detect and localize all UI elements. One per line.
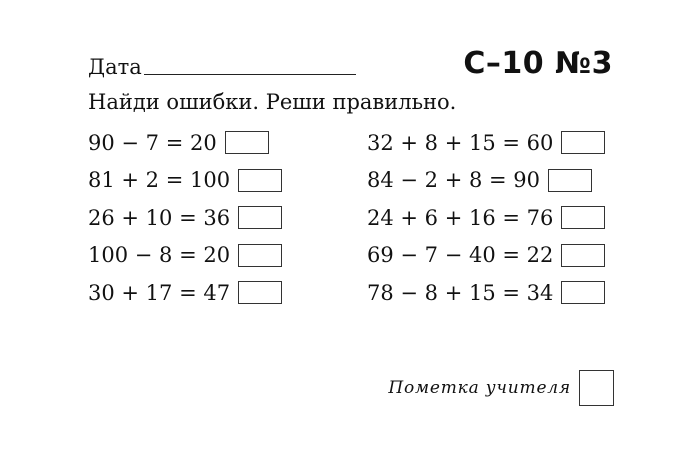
answer-box[interactable] <box>238 206 282 229</box>
teacher-note-label: Пометка учителя <box>388 378 571 398</box>
task-instruction: Найди ошибки. Реши правильно. <box>88 90 457 114</box>
equation-row <box>367 274 605 312</box>
equation-text: 90 − 7 = 20 <box>88 130 217 155</box>
date-field <box>88 55 356 79</box>
answer-box[interactable] <box>561 244 605 267</box>
equation-text: 26 + 10 = 36 <box>88 205 231 230</box>
answer-box[interactable] <box>561 131 605 154</box>
equation-text: 78 − 8 + 15 = 34 <box>367 280 554 305</box>
equation-row <box>88 274 282 312</box>
answer-box[interactable] <box>561 206 605 229</box>
date-fill-line[interactable] <box>144 56 356 75</box>
equation-row <box>367 124 605 162</box>
equation-text: 84 − 2 + 8 = 90 <box>367 168 541 193</box>
answer-box[interactable] <box>238 244 282 267</box>
left-equation-column <box>88 124 282 312</box>
equation-row <box>88 199 282 237</box>
equation-row <box>88 237 282 275</box>
equation-text: 30 + 17 = 47 <box>88 280 231 305</box>
teacher-note <box>388 370 614 406</box>
equation-text: 32 + 8 + 15 = 60 <box>367 130 554 155</box>
right-equation-column <box>367 124 605 312</box>
answer-box[interactable] <box>225 131 269 154</box>
date-label: Дата <box>88 55 142 79</box>
equation-row <box>88 124 282 162</box>
equation-text: 81 + 2 = 100 <box>88 168 231 193</box>
equation-row <box>367 199 605 237</box>
answer-box[interactable] <box>548 169 592 192</box>
equation-text: 24 + 6 + 16 = 76 <box>367 205 554 230</box>
answer-box[interactable] <box>238 169 282 192</box>
equation-text: 69 − 7 − 40 = 22 <box>367 243 554 268</box>
equation-row <box>367 162 605 200</box>
equation-text: 100 − 8 = 20 <box>88 243 231 268</box>
answer-box[interactable] <box>238 281 282 304</box>
equation-row <box>88 162 282 200</box>
teacher-mark-box[interactable] <box>579 370 614 406</box>
worksheet-code: С–10 №3 <box>463 46 613 81</box>
equation-row <box>367 237 605 275</box>
answer-box[interactable] <box>561 281 605 304</box>
